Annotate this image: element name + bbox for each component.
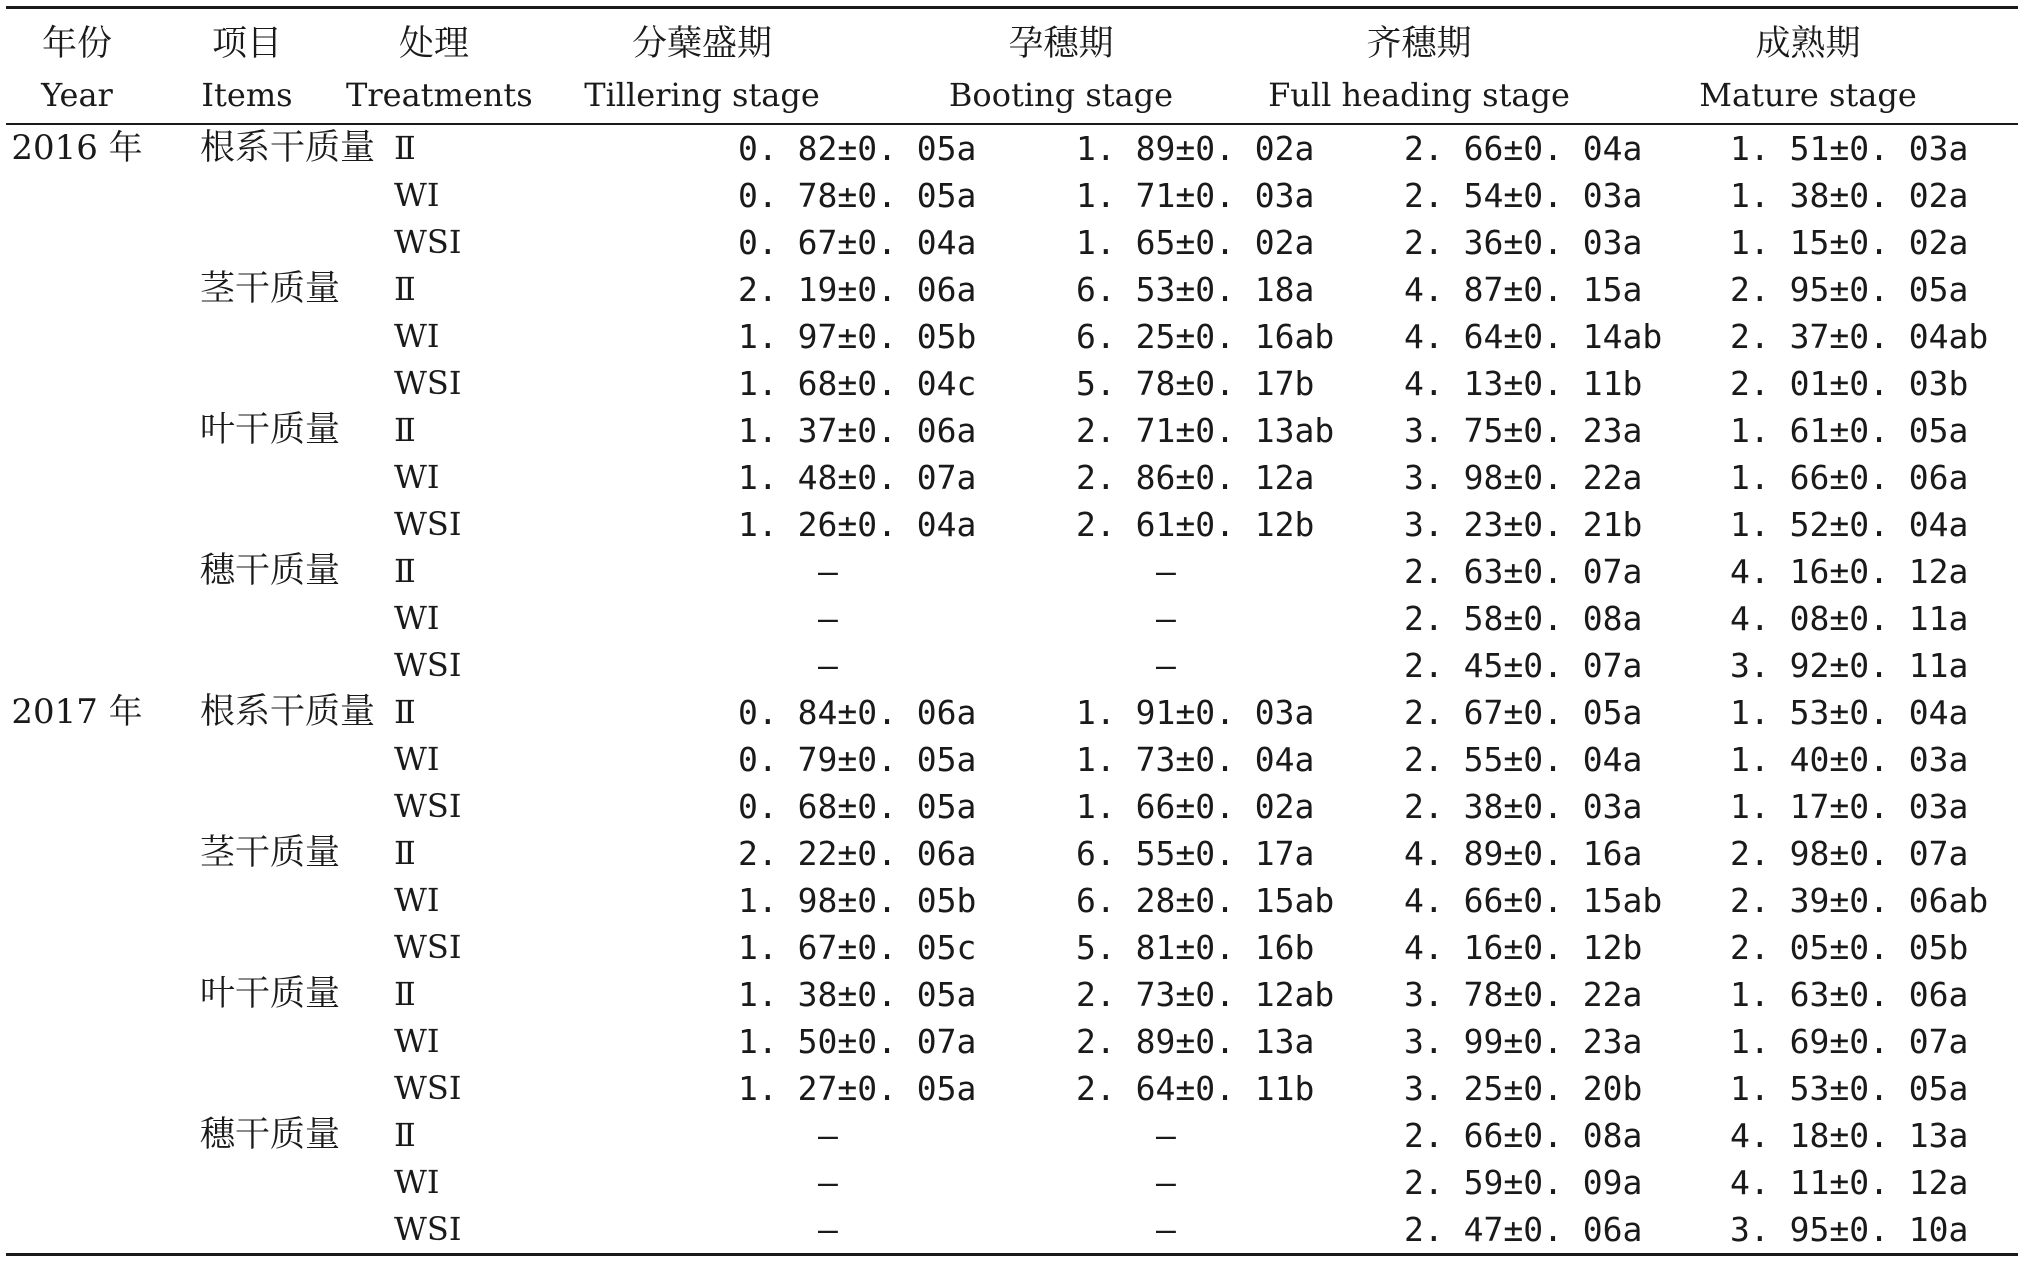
item-cell (148, 877, 346, 924)
treatment-cell: Ⅱ (394, 975, 416, 1013)
item-cell: 穗干质量 (200, 1115, 341, 1155)
value-cell-mature-stage: 2. 39±0. 06ab (1730, 881, 1989, 920)
value-cell-mature-stage: 1. 63±0. 06a (1730, 975, 1969, 1014)
treatment-cell: Ⅱ (394, 693, 416, 731)
value-cell-full-heading-stage: 2. 36±0. 03a (1404, 223, 1643, 262)
year-cell: 2016 年 (11, 128, 143, 168)
treatment-cell: Ⅱ (394, 834, 416, 872)
item-cell (148, 501, 346, 548)
table-row (6, 783, 2018, 830)
item-cell: 根系干质量 (200, 692, 376, 732)
year-cell (6, 1065, 148, 1112)
value-cell-tillering-stage: – (818, 599, 838, 638)
value-cell-full-heading-stage: 2. 59±0. 09a (1404, 1163, 1643, 1202)
table-row (6, 454, 2018, 501)
table-row (6, 1065, 2018, 1112)
header-treatments-en: Treatments (346, 67, 522, 124)
year-cell (6, 736, 148, 783)
value-cell-tillering-stage: 1. 27±0. 05a (738, 1069, 977, 1108)
item-cell: 叶干质量 (200, 974, 341, 1014)
header-booting-stage-zh: 孕穗期 (882, 8, 1240, 68)
year-cell (6, 360, 148, 407)
value-cell-mature-stage: 1. 69±0. 07a (1730, 1022, 1969, 1061)
value-cell-full-heading-stage: 4. 16±0. 12b (1404, 928, 1643, 967)
item-cell (148, 642, 346, 689)
value-cell-mature-stage: 3. 92±0. 11a (1730, 646, 1969, 685)
item-cell (148, 1065, 346, 1112)
value-cell-tillering-stage: 2. 22±0. 06a (738, 834, 977, 873)
value-cell-booting-stage: 5. 81±0. 16b (1076, 928, 1315, 967)
value-cell-tillering-stage: 0. 82±0. 05a (738, 129, 977, 168)
value-cell-tillering-stage: 2. 19±0. 06a (738, 270, 977, 309)
table-row (6, 1018, 2018, 1065)
year-cell (6, 219, 148, 266)
item-cell (148, 736, 346, 783)
treatment-cell: WSI (394, 364, 462, 402)
value-cell-tillering-stage: 1. 97±0. 05b (738, 317, 977, 356)
value-cell-full-heading-stage: 2. 54±0. 03a (1404, 176, 1643, 215)
value-cell-mature-stage: 4. 11±0. 12a (1730, 1163, 1969, 1202)
table-row (6, 219, 2018, 266)
treatment-cell: WSI (394, 223, 462, 261)
value-cell-full-heading-stage: 3. 99±0. 23a (1404, 1022, 1643, 1061)
table-row (6, 266, 2018, 313)
table-row (6, 124, 2018, 172)
treatment-cell: WI (394, 317, 440, 355)
table-body (6, 124, 2018, 1255)
year-cell (6, 172, 148, 219)
value-cell-full-heading-stage: 2. 66±0. 08a (1404, 1116, 1643, 1155)
value-cell-mature-stage: 3. 95±0. 10a (1598, 1206, 2018, 1255)
year-cell (6, 924, 148, 971)
header-year-zh: 年份 (6, 8, 148, 68)
value-cell-booting-stage: 2. 71±0. 13ab (1076, 411, 1335, 450)
value-cell-full-heading-stage: 2. 63±0. 07a (1404, 552, 1643, 591)
year-cell (6, 407, 148, 454)
value-cell-booting-stage: 6. 28±0. 15ab (1076, 881, 1335, 920)
item-cell (148, 1206, 346, 1255)
item-cell (148, 454, 346, 501)
value-cell-mature-stage: 1. 17±0. 03a (1730, 787, 1969, 826)
table-header (6, 8, 2018, 125)
table-row (6, 172, 2018, 219)
value-cell-full-heading-stage: 4. 87±0. 15a (1404, 270, 1643, 309)
item-cell (148, 313, 346, 360)
header-full-heading-stage-zh: 齐穗期 (1240, 8, 1598, 68)
treatment-cell: WI (394, 1163, 440, 1201)
item-cell: 茎干质量 (200, 269, 341, 309)
value-cell-full-heading-stage: 4. 64±0. 14ab (1404, 317, 1663, 356)
table-row (6, 736, 2018, 783)
value-cell-full-heading-stage: 3. 78±0. 22a (1404, 975, 1643, 1014)
value-cell-booting-stage: 2. 64±0. 11b (1076, 1069, 1315, 1108)
table-row (6, 548, 2018, 595)
item-cell (148, 1159, 346, 1206)
value-cell-booting-stage: – (1156, 1116, 1176, 1155)
value-cell-tillering-stage: 1. 26±0. 04a (738, 505, 977, 544)
year-cell (6, 1159, 148, 1206)
value-cell-mature-stage: 4. 18±0. 13a (1730, 1116, 1969, 1155)
treatment-cell: Ⅱ (394, 1116, 416, 1154)
header-items-zh: 项目 (148, 8, 346, 68)
table-row (6, 407, 2018, 454)
treatment-cell: WSI (394, 1069, 462, 1107)
value-cell-booting-stage: – (882, 1206, 1240, 1255)
value-cell-full-heading-stage: 2. 67±0. 05a (1404, 693, 1643, 732)
treatment-cell: WI (394, 881, 440, 919)
value-cell-mature-stage: 1. 51±0. 03a (1730, 129, 1969, 168)
header-tillering-stage-en: Tillering stage (522, 67, 882, 124)
value-cell-tillering-stage: – (818, 552, 838, 591)
value-cell-booting-stage: 1. 71±0. 03a (1076, 176, 1315, 215)
value-cell-full-heading-stage: 4. 13±0. 11b (1404, 364, 1643, 403)
value-cell-full-heading-stage: 4. 66±0. 15ab (1404, 881, 1663, 920)
value-cell-mature-stage: 2. 01±0. 03b (1730, 364, 1969, 403)
value-cell-tillering-stage: – (818, 1116, 838, 1155)
treatment-cell: Ⅱ (394, 411, 416, 449)
value-cell-full-heading-stage: 2. 66±0. 04a (1404, 129, 1643, 168)
table-row (6, 501, 2018, 548)
table-row (6, 595, 2018, 642)
table-row (6, 1206, 2018, 1255)
value-cell-booting-stage: 6. 25±0. 16ab (1076, 317, 1335, 356)
value-cell-booting-stage: 2. 61±0. 12b (1076, 505, 1315, 544)
year-cell (6, 595, 148, 642)
value-cell-booting-stage: 6. 55±0. 17a (1076, 834, 1315, 873)
header-row-english (6, 67, 2018, 124)
treatment-cell: Ⅱ (394, 129, 416, 167)
value-cell-mature-stage: 1. 52±0. 04a (1730, 505, 1969, 544)
value-cell-full-heading-stage: 2. 58±0. 08a (1404, 599, 1643, 638)
value-cell-tillering-stage: 0. 84±0. 06a (738, 693, 977, 732)
value-cell-booting-stage: 6. 53±0. 18a (1076, 270, 1315, 309)
table-row (6, 877, 2018, 924)
year-cell (6, 548, 148, 595)
header-full-heading-stage-en: Full heading stage (1240, 67, 1598, 124)
value-cell-full-heading-stage: 2. 55±0. 04a (1404, 740, 1643, 779)
value-cell-booting-stage: 1. 66±0. 02a (1076, 787, 1315, 826)
value-cell-full-heading-stage: 3. 75±0. 23a (1404, 411, 1643, 450)
item-cell: 穗干质量 (200, 551, 341, 591)
item-cell: 根系干质量 (200, 128, 376, 168)
value-cell-mature-stage: 1. 15±0. 02a (1730, 223, 1969, 262)
value-cell-mature-stage: 1. 66±0. 06a (1730, 458, 1969, 497)
year-cell (6, 830, 148, 877)
year-cell (6, 1206, 148, 1255)
treatment-cell: WI (394, 1022, 440, 1060)
value-cell-booting-stage: – (1156, 552, 1176, 591)
year-cell: 2017 年 (11, 692, 143, 732)
year-cell (6, 877, 148, 924)
value-cell-tillering-stage: – (818, 1163, 838, 1202)
value-cell-full-heading-stage: 2. 47±0. 06a (1240, 1206, 1598, 1255)
value-cell-booting-stage: 1. 73±0. 04a (1076, 740, 1315, 779)
table-row (6, 360, 2018, 407)
table-row (6, 971, 2018, 1018)
year-cell (6, 642, 148, 689)
value-cell-mature-stage: 1. 53±0. 04a (1730, 693, 1969, 732)
item-cell (148, 595, 346, 642)
year-cell (6, 1112, 148, 1159)
header-treatments-zh: 处理 (346, 8, 522, 68)
item-cell: 叶干质量 (200, 410, 341, 450)
value-cell-mature-stage: 2. 98±0. 07a (1730, 834, 1969, 873)
year-cell (6, 266, 148, 313)
year-cell (6, 971, 148, 1018)
value-cell-mature-stage: 1. 40±0. 03a (1730, 740, 1969, 779)
table-row (6, 313, 2018, 360)
dry-matter-table (6, 6, 2018, 1256)
value-cell-tillering-stage: 1. 98±0. 05b (738, 881, 977, 920)
table-row (6, 1159, 2018, 1206)
year-cell (6, 783, 148, 830)
table-row (6, 1112, 2018, 1159)
item-cell (148, 219, 346, 266)
value-cell-tillering-stage: 1. 67±0. 05c (738, 928, 977, 967)
value-cell-tillering-stage: 0. 68±0. 05a (738, 787, 977, 826)
table-row (6, 689, 2018, 736)
value-cell-full-heading-stage: 2. 38±0. 03a (1404, 787, 1643, 826)
treatment-cell: Ⅱ (394, 552, 416, 590)
value-cell-mature-stage: 1. 61±0. 05a (1730, 411, 1969, 450)
value-cell-booting-stage: 2. 86±0. 12a (1076, 458, 1315, 497)
value-cell-mature-stage: 1. 38±0. 02a (1730, 176, 1969, 215)
value-cell-tillering-stage: 0. 78±0. 05a (738, 176, 977, 215)
item-cell: 茎干质量 (200, 833, 341, 873)
value-cell-tillering-stage: 1. 68±0. 04c (738, 364, 977, 403)
value-cell-full-heading-stage: 4. 89±0. 16a (1404, 834, 1643, 873)
header-booting-stage-en: Booting stage (882, 67, 1240, 124)
year-cell (6, 454, 148, 501)
header-items-en: Items (148, 67, 346, 124)
header-year-en: Year (6, 67, 148, 124)
value-cell-booting-stage: 1. 65±0. 02a (1076, 223, 1315, 262)
value-cell-full-heading-stage: 3. 98±0. 22a (1404, 458, 1643, 497)
treatment-cell: WSI (394, 505, 462, 543)
table-row (6, 830, 2018, 877)
item-cell (148, 783, 346, 830)
header-row-chinese (6, 8, 2018, 68)
value-cell-mature-stage: 1. 53±0. 05a (1730, 1069, 1969, 1108)
value-cell-tillering-stage: 0. 67±0. 04a (738, 223, 977, 262)
year-cell (6, 1018, 148, 1065)
value-cell-full-heading-stage: 3. 23±0. 21b (1404, 505, 1643, 544)
treatment-cell: Ⅱ (394, 270, 416, 308)
value-cell-mature-stage: 2. 37±0. 04ab (1730, 317, 1989, 356)
item-cell (148, 172, 346, 219)
value-cell-booting-stage: – (1156, 599, 1176, 638)
value-cell-booting-stage: 1. 91±0. 03a (1076, 693, 1315, 732)
value-cell-booting-stage: – (1156, 1163, 1176, 1202)
item-cell (148, 360, 346, 407)
item-cell (148, 1018, 346, 1065)
value-cell-booting-stage: 5. 78±0. 17b (1076, 364, 1315, 403)
table-page (6, 6, 2018, 1256)
value-cell-tillering-stage: 1. 50±0. 07a (738, 1022, 977, 1061)
value-cell-tillering-stage: 1. 37±0. 06a (738, 411, 977, 450)
value-cell-booting-stage: 2. 89±0. 13a (1076, 1022, 1315, 1061)
treatment-cell: WSI (394, 646, 462, 684)
value-cell-booting-stage: 2. 73±0. 12ab (1076, 975, 1335, 1014)
treatment-cell: WSI (394, 928, 462, 966)
value-cell-tillering-stage: – (522, 1206, 882, 1255)
treatment-cell: WI (394, 740, 440, 778)
treatment-cell: WSI (346, 1206, 522, 1255)
treatment-cell: WI (394, 458, 440, 496)
value-cell-full-heading-stage: 2. 45±0. 07a (1404, 646, 1643, 685)
value-cell-booting-stage: – (1156, 646, 1176, 685)
value-cell-mature-stage: 4. 08±0. 11a (1730, 599, 1969, 638)
treatment-cell: WI (394, 176, 440, 214)
value-cell-tillering-stage: 1. 48±0. 07a (738, 458, 977, 497)
year-cell (6, 313, 148, 360)
value-cell-booting-stage: 1. 89±0. 02a (1076, 129, 1315, 168)
value-cell-mature-stage: 2. 95±0. 05a (1730, 270, 1969, 309)
value-cell-mature-stage: 2. 05±0. 05b (1730, 928, 1969, 967)
header-mature-stage-en: Mature stage (1598, 67, 2018, 124)
item-cell (148, 924, 346, 971)
year-cell (6, 501, 148, 548)
table-row (6, 924, 2018, 971)
treatment-cell: WSI (394, 787, 462, 825)
value-cell-full-heading-stage: 3. 25±0. 20b (1404, 1069, 1643, 1108)
value-cell-tillering-stage: – (818, 646, 838, 685)
treatment-cell: WI (394, 599, 440, 637)
value-cell-tillering-stage: 1. 38±0. 05a (738, 975, 977, 1014)
header-tillering-stage-zh: 分蘖盛期 (522, 8, 882, 68)
table-row (6, 642, 2018, 689)
header-mature-stage-zh: 成熟期 (1598, 8, 2018, 68)
value-cell-mature-stage: 4. 16±0. 12a (1730, 552, 1969, 591)
value-cell-tillering-stage: 0. 79±0. 05a (738, 740, 977, 779)
